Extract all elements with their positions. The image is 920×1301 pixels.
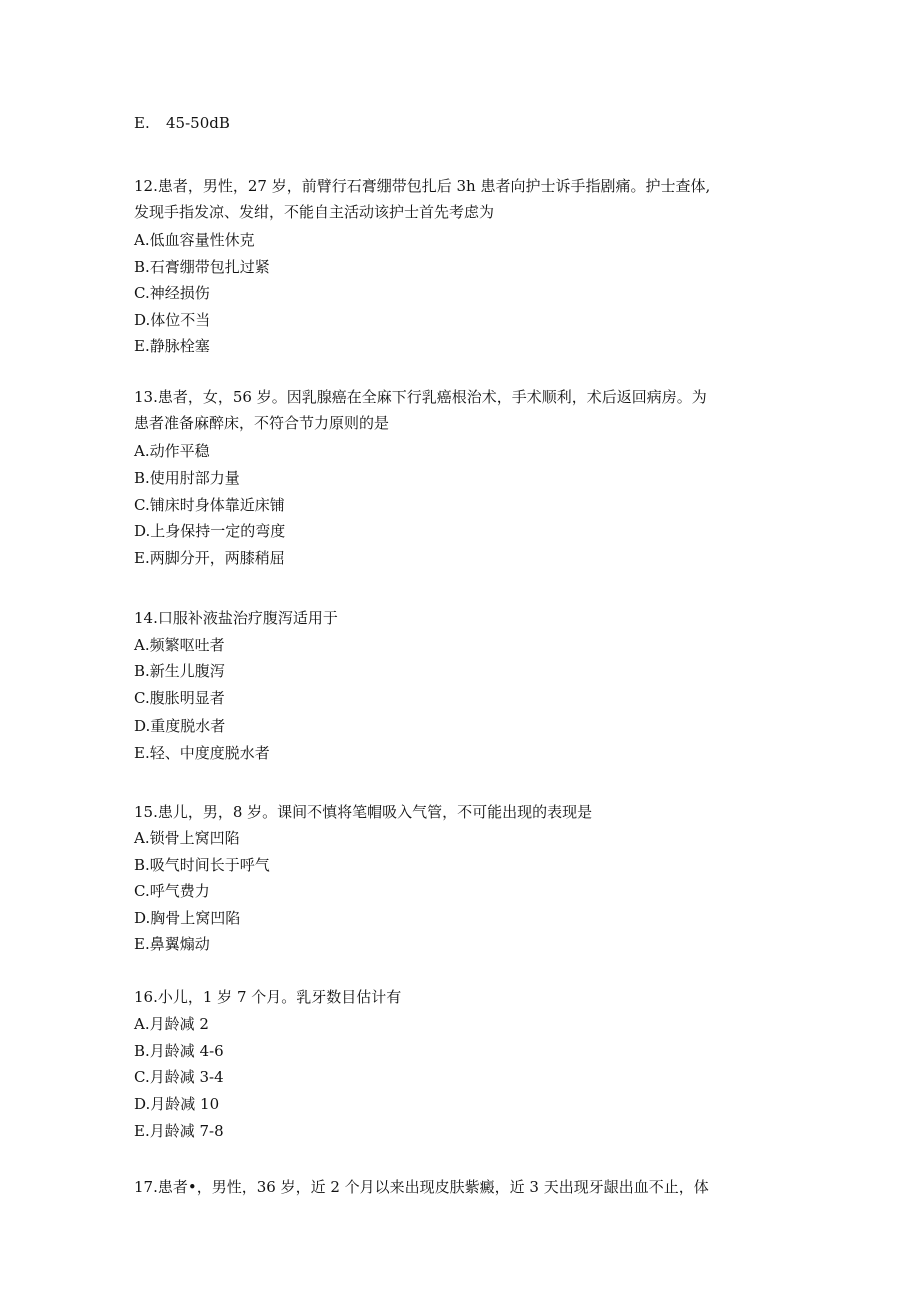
option-text: 频繁呕吐者 (149, 636, 225, 654)
option-text: 使用肘部力量 (149, 469, 240, 487)
question-17-stem-line-1 (134, 1176, 709, 1198)
option-letter: A. (134, 231, 150, 249)
option-letter: B. (134, 258, 150, 276)
question-number: 14. (134, 609, 158, 627)
option-letter: E. (134, 549, 150, 567)
question-13-option-d (134, 520, 285, 542)
option-text: 胸骨上窝凹陷 (150, 909, 241, 927)
question-13-option-c (134, 494, 285, 516)
option-prev-e (134, 112, 230, 134)
option-letter: C. (134, 882, 150, 900)
question-stem-text: 患儿，男，8 岁。课间不慎将笔帽吸入气管，不可能出现的表现是 (157, 803, 593, 821)
option-text: 铺床时身体靠近床铺 (149, 496, 285, 514)
question-stem-text: 小儿，1 岁 7 个月。乳牙数目估计有 (157, 988, 402, 1006)
option-letter: C. (134, 284, 150, 302)
question-13-option-e (134, 547, 285, 569)
option-text: 新生儿腹泻 (149, 662, 225, 680)
option-text: 45-50dB (166, 114, 230, 132)
question-16-option-b (134, 1040, 224, 1062)
question-stem-text: 患者准备麻醉床，不符合节力原则的是 (134, 414, 390, 432)
option-text: 两脚分开，两膝稍屈 (149, 549, 285, 567)
option-letter: D. (134, 1095, 151, 1113)
option-letter: C. (134, 496, 150, 514)
question-16-option-c (134, 1066, 224, 1088)
question-15-option-e (134, 933, 210, 955)
question-16-option-e (134, 1120, 224, 1142)
question-stem-text: 口服补液盐治疗腹泻适用于 (157, 609, 338, 627)
question-number: 17. (134, 1178, 158, 1196)
question-12-option-c (134, 282, 210, 304)
option-letter: B. (134, 856, 150, 874)
question-number: 16. (134, 988, 158, 1006)
question-14-option-c (134, 687, 225, 709)
option-text: 石膏绷带包扎过紧 (149, 258, 270, 276)
question-15-option-b (134, 854, 270, 876)
option-letter: A. (134, 442, 150, 460)
option-text: 体位不当 (150, 311, 211, 329)
question-14-stem-line-1 (134, 607, 338, 629)
option-text: 月龄减 4-6 (149, 1042, 224, 1060)
question-16-option-a (134, 1013, 209, 1035)
question-14-option-d (134, 715, 225, 737)
option-text: 神经损伤 (149, 284, 210, 302)
question-12-stem-line-1 (134, 175, 710, 197)
option-text: 动作平稳 (149, 442, 210, 460)
option-text: 锁骨上窝凹陷 (149, 829, 240, 847)
question-stem-text: 患者•，男性，36 岁，近 2 个月以来出现皮肤紫癜，近 3 天出现牙龈出血不止，体 (157, 1178, 709, 1196)
option-letter: A. (134, 636, 150, 654)
question-12-option-a (134, 229, 255, 251)
question-16-option-d (134, 1093, 219, 1115)
option-letter: D. (134, 311, 151, 329)
question-12-stem-line-2 (134, 201, 494, 223)
question-13-option-b (134, 467, 240, 489)
option-letter: A. (134, 829, 150, 847)
option-letter: E. (134, 337, 150, 355)
question-15-option-c (134, 880, 210, 902)
option-text: 腹胀明显者 (149, 689, 225, 707)
question-number: 13. (134, 388, 158, 406)
question-14-option-a (134, 634, 225, 656)
question-13-option-a (134, 440, 210, 462)
option-text: 呼气费力 (149, 882, 210, 900)
option-text: 月龄减 10 (150, 1095, 220, 1113)
question-16-stem-line-1 (134, 986, 401, 1008)
option-letter: E. (134, 935, 150, 953)
option-text: 轻、中度度脱水者 (149, 744, 270, 762)
option-text: 上身保持一定的弯度 (150, 522, 286, 540)
option-text: 吸气时间长于呼气 (149, 856, 270, 874)
question-number: 15. (134, 803, 158, 821)
option-letter: D. (134, 909, 151, 927)
option-text: 鼻翼煽动 (149, 935, 210, 953)
question-15-option-a (134, 827, 240, 849)
option-letter: B. (134, 1042, 150, 1060)
question-15-option-d (134, 907, 240, 929)
question-stem-text: 患者，女，56 岁。因乳腺癌在全麻下行乳癌根治术，手术顺利，术后返回病房。为 (157, 388, 707, 406)
question-15-stem-line-1 (134, 801, 592, 823)
option-letter: C. (134, 1068, 150, 1086)
option-letter: D. (134, 717, 151, 735)
question-14-option-e (134, 742, 270, 764)
question-13-stem-line-2 (134, 412, 389, 434)
question-stem-text: 发现手指发凉、发绀，不能自主活动该护士首先考虑为 (134, 203, 495, 221)
option-letter: C. (134, 689, 150, 707)
question-12-option-b (134, 256, 270, 278)
question-12-option-e (134, 335, 210, 357)
option-text: 月龄减 3-4 (149, 1068, 224, 1086)
question-13-stem-line-1 (134, 386, 707, 408)
option-text: 静脉栓塞 (149, 337, 210, 355)
option-text: 重度脱水者 (150, 717, 226, 735)
option-letter: B. (134, 469, 150, 487)
option-letter: E. (134, 744, 150, 762)
option-text: 低血容量性休克 (149, 231, 255, 249)
question-14-option-b (134, 660, 225, 682)
option-letter: A. (134, 1015, 150, 1033)
option-text: 月龄减 7-8 (149, 1122, 224, 1140)
option-letter: B. (134, 662, 150, 680)
question-number: 12. (134, 177, 158, 195)
option-letter: D. (134, 522, 151, 540)
option-text: 月龄减 2 (149, 1015, 209, 1033)
option-letter: E. (134, 1122, 150, 1140)
question-stem-text: 患者，男性，27 岁，前臂行石膏绷带包扎后 3h 患者向护士诉手指剧痛。护士查体, (157, 177, 711, 195)
option-letter: E. (134, 114, 150, 132)
question-12-option-d (134, 309, 210, 331)
